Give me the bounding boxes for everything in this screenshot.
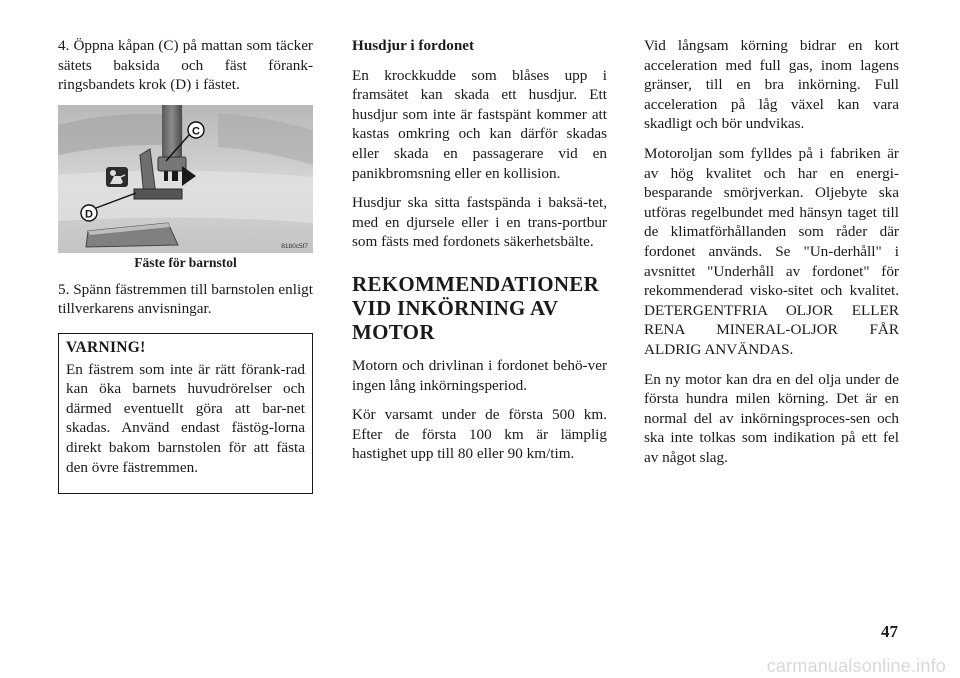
break-in-paragraph-2: Kör varsamt under de första 500 km. Efter de första 100 km är lämplig hastighet upp till 80 eller 90 km/tim. [352, 406, 607, 463]
arrow-icon [164, 171, 168, 181]
section-heading-break-in: REKOMMENDATIONER VID INKÖRNING AV MOTOR [352, 271, 600, 344]
warning-title: VARNING! [66, 338, 146, 356]
pets-heading: Husdjur i fordonet [352, 37, 475, 54]
pets-paragraph-2: Husdjur ska sitta fastspända i baksä-tet, med en djursele eller i en trans-portbur som fästs med fordonets säkerhetsbälte. [352, 194, 607, 251]
watermark-url: carmanualsonline.info [766, 656, 946, 676]
figure-caption: Fäste för barnstol [134, 254, 237, 270]
oil-consumption-paragraph: En ny motor kan dra en del olja under de första hundra milen körning. Det är en normal del av inkörningsproces-sen och ska inte tolkas som indikation på ett fel av något slag. [644, 370, 899, 466]
column-middle [352, 36, 607, 474]
engine-oil-paragraph: Motoroljan som fylldes på i fabriken är av hög kvalitet och har en energi-besparande smörjverkan. Oljebyte ska utföras regelbundet med hänsyn taget till de klimatförhållanden som råder där fordonet används. Se "Un-derhåll" i avsnittet "Underhåll av fordonet" för rekommenderad visko-sitet och kvalitet. DETERGENTFRIA OLJOR ELLER RENA MINERAL-OLJOR FÅR ALDRIG ANVÄNDAS. [644, 144, 899, 358]
figure-code: 81b0c5f7 [281, 242, 308, 250]
child-seat-anchor-figure [58, 105, 313, 253]
label-d: D [85, 208, 93, 221]
warning-box [58, 333, 313, 494]
column-right [644, 36, 899, 477]
break-in-paragraph-1: Motorn och drivlinan i fordonet behö-ver ingen lång inkörningsperiod. [352, 356, 607, 394]
acceleration-paragraph: Vid långsam körning bidrar en kort acceleration med full gas, inom lagens gränser, till en bra inkörning. Full acceleration på låg växel kan vara skadligt och bör undvikas. [644, 37, 899, 133]
warning-text: En fästrem som inte är rätt förank-rad kan öka barnets huvudrörelser och därmed eventuellt göra att bar-net skadas. Använd endast fästög-lorna direkt bakom barnstolen för att fästa den övre fästremmen. [66, 360, 305, 476]
step-5-text: 5. Spänn fästremmen till barnstolen enligt tillverkarens anvisningar. [58, 280, 313, 318]
column-left [58, 36, 313, 494]
label-c: C [192, 125, 200, 138]
step-4-text: 4. Öppna kåpan (C) på mattan som täcker sätets baksida och fäst förank-ringsbandets krok (D) i fästet. [58, 37, 313, 94]
page-number: 47 [881, 622, 898, 641]
child-seat-anchor-illustration [58, 105, 313, 253]
pets-paragraph-1: En krockkudde som blåses upp i framsätet kan skada ett husdjur. Ett husdjur som inte är fastspänt kommer att kastas omkring och kan därför skadas eller skada en passagerare vid en panikbromsning eller en kollision. [352, 66, 607, 182]
